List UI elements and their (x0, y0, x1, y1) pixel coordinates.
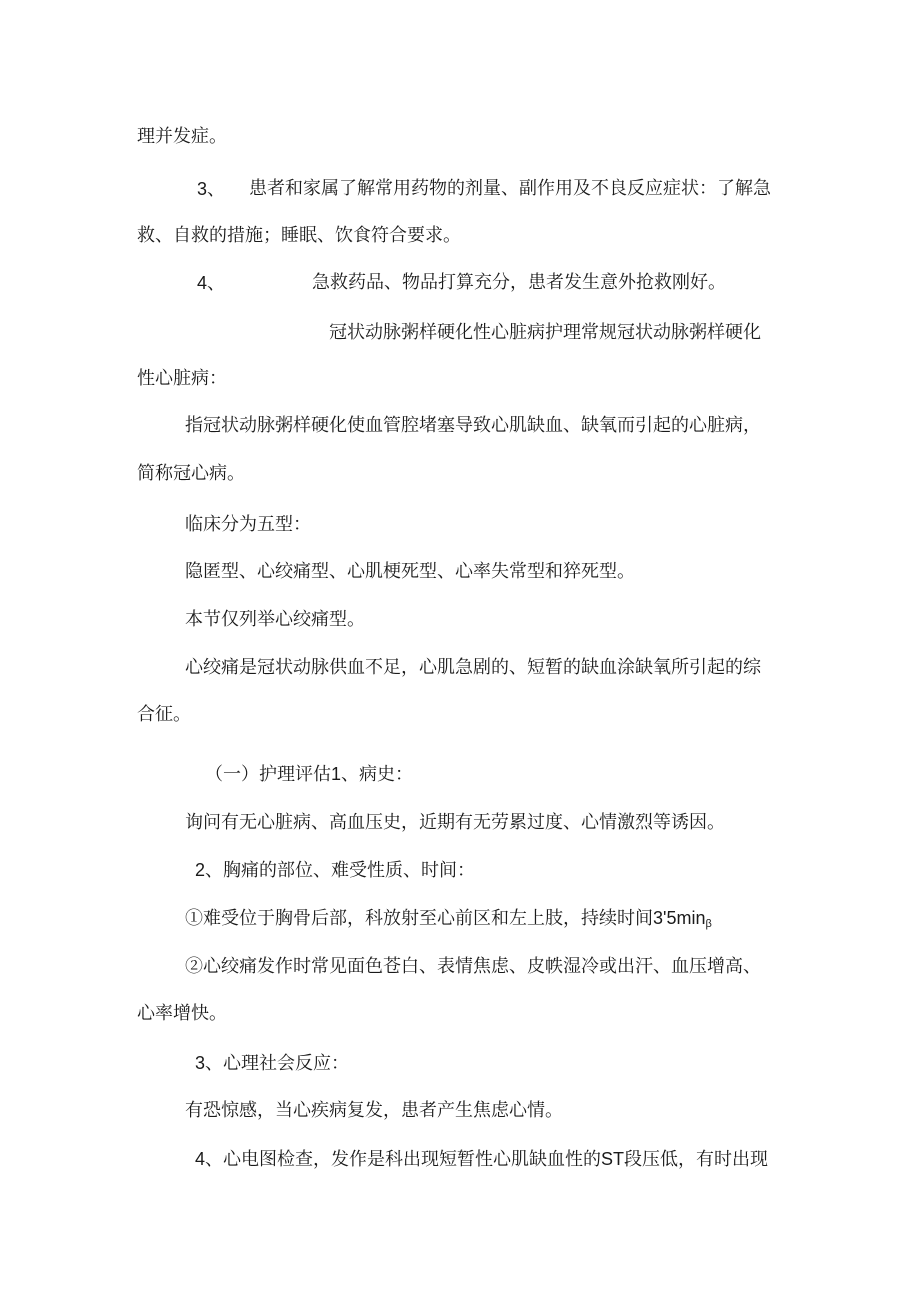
heading-continued (137, 367, 227, 391)
list-item (197, 177, 771, 202)
text-line (137, 125, 227, 149)
text: 救、自救的措施；睡眠、饮食符合要求。 (137, 225, 461, 246)
text: 合征。 (137, 704, 191, 725)
list-number: 4、 (197, 273, 226, 293)
text: 心绞痛是冠状动脉供血不足，心肌急剧的、短暂的缺血涂缺氧所引起的综 (185, 657, 761, 678)
text-line (137, 462, 245, 486)
text: 段压低，有时出现 (624, 1149, 769, 1170)
text: 患者和家属了解常用药物的剂量、副作用及不良反应症状：了解急 (249, 178, 771, 199)
st-label: ST (601, 1149, 625, 1169)
text-line (137, 224, 461, 248)
list-item (195, 1051, 349, 1076)
list-item (197, 271, 726, 296)
text: 本节仅列举心绞痛型。 (185, 609, 365, 630)
text-line (185, 560, 635, 584)
text: 临床分为五型： (185, 514, 311, 535)
text-line (137, 703, 191, 727)
subscript: β (705, 918, 712, 930)
list-item (195, 1147, 768, 1172)
text: 简称冠心病。 (137, 463, 245, 484)
duration-value: 3'5min (653, 908, 706, 928)
text: 有恐惊感，当心疾病复发，患者产生焦虑心情。 (185, 1100, 563, 1121)
list-item (195, 858, 475, 883)
text-line (185, 955, 761, 979)
heading (329, 321, 761, 345)
text: 、病史： (341, 764, 414, 785)
list-number: 3、 (197, 179, 226, 199)
text: ①难受位于胸骨后部，科放射至心前区和左上肢，持续时间 (185, 908, 653, 929)
text: 指冠状动脉粥样硬化使血管腔堵塞导致心肌缺血、缺氧而引起的心脏病， (185, 415, 761, 436)
text: 理并发症。 (137, 126, 227, 147)
number: 1 (331, 764, 342, 784)
list-number: 4 (195, 1149, 206, 1169)
text: 、胸痛的部位、难受性质、时间： (205, 860, 476, 881)
section-heading (205, 762, 413, 787)
text-line (185, 1099, 563, 1123)
text: 隐匿型、心绞痛型、心肌梗死型、心率失常型和猝死型。 (185, 561, 635, 582)
text-line (137, 1002, 227, 1026)
text: 询问有无心脏病、高血压史，近期有无劳累过度、心情激烈等诱因。 (185, 812, 725, 833)
text: ②心绞痛发作时常见面色苍白、表情焦虑、皮帙湿冷或出汗、血压增高、 (185, 956, 761, 977)
text: （一）护理评估 (205, 764, 331, 785)
heading-text: 性心脏病： (137, 368, 227, 389)
text-line (185, 608, 365, 632)
text-line (185, 513, 311, 537)
text: 、心理社会反应： (205, 1053, 350, 1074)
text-line (185, 656, 761, 680)
list-number: 3 (195, 1053, 206, 1073)
text-line (185, 414, 761, 438)
text-line (185, 811, 725, 835)
heading-text: 冠状动脉粥样硬化性心脏病护理常规冠状动脉粥样硬化 (329, 322, 761, 343)
text-line (185, 906, 712, 936)
text: 急救药品、物品打算充分，患者发生意外抢救刚好。 (312, 272, 726, 293)
text: 心率增快。 (137, 1003, 227, 1024)
text: 、心电图检查，发作是科出现短暂性心肌缺血性的 (205, 1149, 602, 1170)
list-number: 2 (195, 860, 206, 880)
